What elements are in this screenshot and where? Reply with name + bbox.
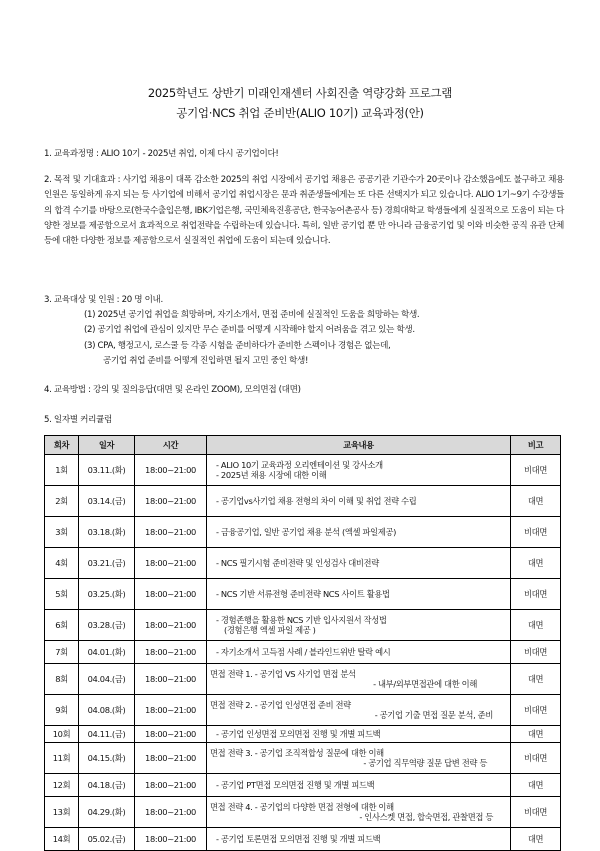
doc-title-line2: 공기업·NCS 취업 준비반(ALIO 10기) 교육과정(안)	[176, 106, 424, 120]
session-content	[207, 797, 511, 828]
session-date: 04.18.(금)	[79, 774, 135, 797]
content-line: - 공기업vs사기업 채용 전형의 차이 이해 및 취업 전략 수립	[216, 495, 417, 506]
session-note: 비대면	[511, 579, 561, 610]
section-curriculum: 5. 일자별 커리큘럼	[44, 415, 112, 425]
session-time: 18:00~21:00	[135, 455, 207, 486]
session-no: 9회	[45, 695, 79, 726]
content-line: - 2025년 채용 시장에 대한 이해	[216, 470, 327, 480]
table-row	[45, 797, 561, 828]
session-content	[207, 664, 511, 695]
session-time: 18:00~21:00	[135, 610, 207, 641]
content-line: 면접 전략 4. - 공기업의 다양한 면접 전형에 대한 이해	[210, 801, 394, 812]
content-line: - ALIO 10기 교육과정 오리엔테이션 및 강사소개	[216, 459, 383, 470]
session-date: 03.18.(화)	[79, 517, 135, 548]
session-date: 04.15.(화)	[79, 743, 135, 774]
session-date: 04.01.(화)	[79, 641, 135, 664]
session-date: 04.11.(금)	[79, 726, 135, 743]
content-line: 면접 전략 3. - 공기업 조직적합성 질문에 대한 이해	[210, 747, 384, 758]
section-target: 3. 교육대상 및 인원 : 20 명 이내.	[44, 295, 163, 305]
session-no: 12회	[45, 774, 79, 797]
target-item: (1) 2025년 공기업 취업을 희망하며, 자기소개서, 면접 준비에 실질적인 도움을 희망하는 학생.	[84, 310, 420, 320]
session-date: 04.08.(화)	[79, 695, 135, 726]
session-note: 비대면	[511, 797, 561, 828]
content-line: 면접 전략 2. - 공기업 인성면접 준비 전략	[210, 699, 351, 710]
session-note: 대면	[511, 548, 561, 579]
session-no: 14회	[45, 828, 79, 851]
table-row	[45, 610, 561, 641]
table-row	[45, 517, 561, 548]
session-content	[207, 579, 511, 610]
content-line: - 공기업 직무역량 질문 답변 전략 등	[363, 758, 487, 768]
session-date: 03.25.(화)	[79, 579, 135, 610]
content-line: - 공기업 PT면접 모의면접 진행 및 개별 피드백	[216, 779, 375, 790]
table-row	[45, 695, 561, 726]
session-content	[207, 774, 511, 797]
table-header-row	[45, 436, 561, 455]
content-line: - NCS 필기시험 준비전략 및 인성검사 대비전략	[216, 557, 379, 568]
target-item: (3) CPA, 행정고시, 로스쿨 등 각종 시험을 준비하다가 준비한 스펙이나 경험은 없는데,	[84, 340, 391, 351]
session-time: 18:00~21:00	[135, 579, 207, 610]
session-time: 18:00~21:00	[135, 695, 207, 726]
header-cell: 교육내용	[207, 436, 511, 455]
session-no: 8회	[45, 664, 79, 695]
session-note: 대면	[511, 828, 561, 851]
session-date: 03.14.(금)	[79, 486, 135, 517]
session-date: 04.04.(금)	[79, 664, 135, 695]
table-row	[45, 664, 561, 695]
table-row	[45, 828, 561, 851]
session-time: 18:00~21:00	[135, 743, 207, 774]
session-content	[207, 641, 511, 664]
session-content	[207, 828, 511, 851]
session-date: 04.29.(화)	[79, 797, 135, 828]
session-note: 대면	[511, 774, 561, 797]
session-time: 18:00~21:00	[135, 641, 207, 664]
table-row	[45, 486, 561, 517]
header-cell: 일자	[79, 436, 135, 455]
section-method: 4. 교육방법 : 강의 및 질의응답(대면 및 온라인 ZOOM), 모의면접 (대면)	[44, 385, 301, 395]
doc-title-line1: 2025학년도 상반기 미래인재센터 사회진출 역량강화 프로그램	[147, 86, 453, 100]
table-row	[45, 455, 561, 486]
session-note: 비대면	[511, 517, 561, 548]
session-note: 대면	[511, 726, 561, 743]
content-line: - 내부/외부면접관에 대한 이해	[373, 679, 477, 689]
content-line: 면접 전략 1. - 공기업 VS 사기업 면접 분석	[210, 668, 356, 679]
session-no: 7회	[45, 641, 79, 664]
session-content	[207, 610, 511, 641]
session-time: 18:00~21:00	[135, 774, 207, 797]
content-line: - 금융공기업, 일반 공기업 채용 분석 (엑셀 파일제공)	[216, 526, 397, 537]
table-row	[45, 774, 561, 797]
content-line: - 공기업 인성면접 모의면접 진행 및 개별 피드백	[216, 728, 381, 739]
content-line: - 자기소개서 고득점 사례 / 블라인드위반 탈락 예시	[216, 646, 391, 657]
session-time: 18:00~21:00	[135, 726, 207, 743]
header-cell: 비고	[511, 436, 561, 455]
session-no: 13회	[45, 797, 79, 828]
target-item: 공기업 취업 준비를 어떻게 진입하면 될지 고민 중인 학생!	[103, 355, 309, 366]
session-note: 대면	[511, 610, 561, 641]
session-no: 4회	[45, 548, 79, 579]
session-time: 18:00~21:00	[135, 548, 207, 579]
session-no: 1회	[45, 455, 79, 486]
session-note: 비대면	[511, 695, 561, 726]
session-date: 05.02.(금)	[79, 828, 135, 851]
session-note: 대면	[511, 664, 561, 695]
table-row	[45, 548, 561, 579]
session-no: 5회	[45, 579, 79, 610]
session-no: 2회	[45, 486, 79, 517]
content-line: - 경험존행을 활용한 NCS 기반 입사지원서 작성법	[216, 614, 387, 625]
content-line: (경험은행 엑셀 파일 제공 )	[224, 625, 316, 635]
session-note: 대면	[511, 486, 561, 517]
session-date: 03.21.(금)	[79, 548, 135, 579]
session-date: 03.28.(금)	[79, 610, 135, 641]
session-no: 11회	[45, 743, 79, 774]
section-purpose: 2. 목적 및 기대효과 : 사기업 채용이 대폭 감소한 2025의 취업 시장에서 공기업 채용은 공공기관 기관수가 20곳이나 감소했음에도 불구하고 채용 인원은 동일하게 유지 되는 등 사기업에 비해서 공기업 취업시장은 문과 취준생들에게는 또 다른 선택지가 되고 있습니다. ALIO 1기~9기 수강생들의 합격 수기를 바탕으로(한국수출입은행, IBK기업은행, 국민체육진흥공단, 한국농어촌공사 등) 경희대학교 학생들에게 실질적으로 도움이 되는 다양한 정보를 제공함으로서 효과적으로 취업전략을 수립하는데 있습니다. 특히, 일반 공기업 뿐 만 아니라 금융공기업 및 이와 비슷한 공직 유관 단체 등에 대한 다양한 정보를 제공함으로서 실질적인 취업에 도움이 되는데 있습니다.	[44, 175, 564, 247]
session-content	[207, 743, 511, 774]
session-time: 18:00~21:00	[135, 797, 207, 828]
session-content	[207, 486, 511, 517]
section-course-name: 1. 교육과정명 : ALIO 10기 - 2025년 취업, 이제 다시 공기업이다!	[44, 149, 279, 159]
session-time: 18:00~21:00	[135, 664, 207, 695]
session-content	[207, 517, 511, 548]
session-no: 3회	[45, 517, 79, 548]
table-row	[45, 641, 561, 664]
session-time: 18:00~21:00	[135, 517, 207, 548]
session-content	[207, 695, 511, 726]
session-no: 10회	[45, 726, 79, 743]
session-time: 18:00~21:00	[135, 828, 207, 851]
session-content	[207, 548, 511, 579]
session-content	[207, 726, 511, 743]
table-row	[45, 726, 561, 743]
target-item: (2) 공기업 취업에 관심이 있지만 무슨 준비를 어떻게 시작해야 할지 어려움을 겪고 있는 학생.	[84, 325, 415, 336]
header-cell: 회차	[45, 436, 79, 455]
content-line: - NCS 기반 서류전형 준비전략 NCS 사이트 활용법	[216, 588, 390, 599]
table-row	[45, 579, 561, 610]
session-note: 비대면	[511, 641, 561, 664]
table-row	[45, 743, 561, 774]
content-line: - 인사스켓 면접, 합숙면접, 관찰면접 등	[359, 812, 493, 822]
header-cell: 시간	[135, 436, 207, 455]
session-content	[207, 455, 511, 486]
session-note: 비대면	[511, 455, 561, 486]
target-list	[84, 308, 564, 369]
session-note: 비대면	[511, 743, 561, 774]
session-date: 03.11.(화)	[79, 455, 135, 486]
content-line: - 공기업 기출 면접 질문 분석, 준비	[374, 710, 493, 720]
session-time: 18:00~21:00	[135, 486, 207, 517]
session-no: 6회	[45, 610, 79, 641]
curriculum-table	[44, 435, 561, 851]
content-line: - 공기업 토론면접 모의면접 진행 및 개별 피드백	[216, 833, 381, 844]
